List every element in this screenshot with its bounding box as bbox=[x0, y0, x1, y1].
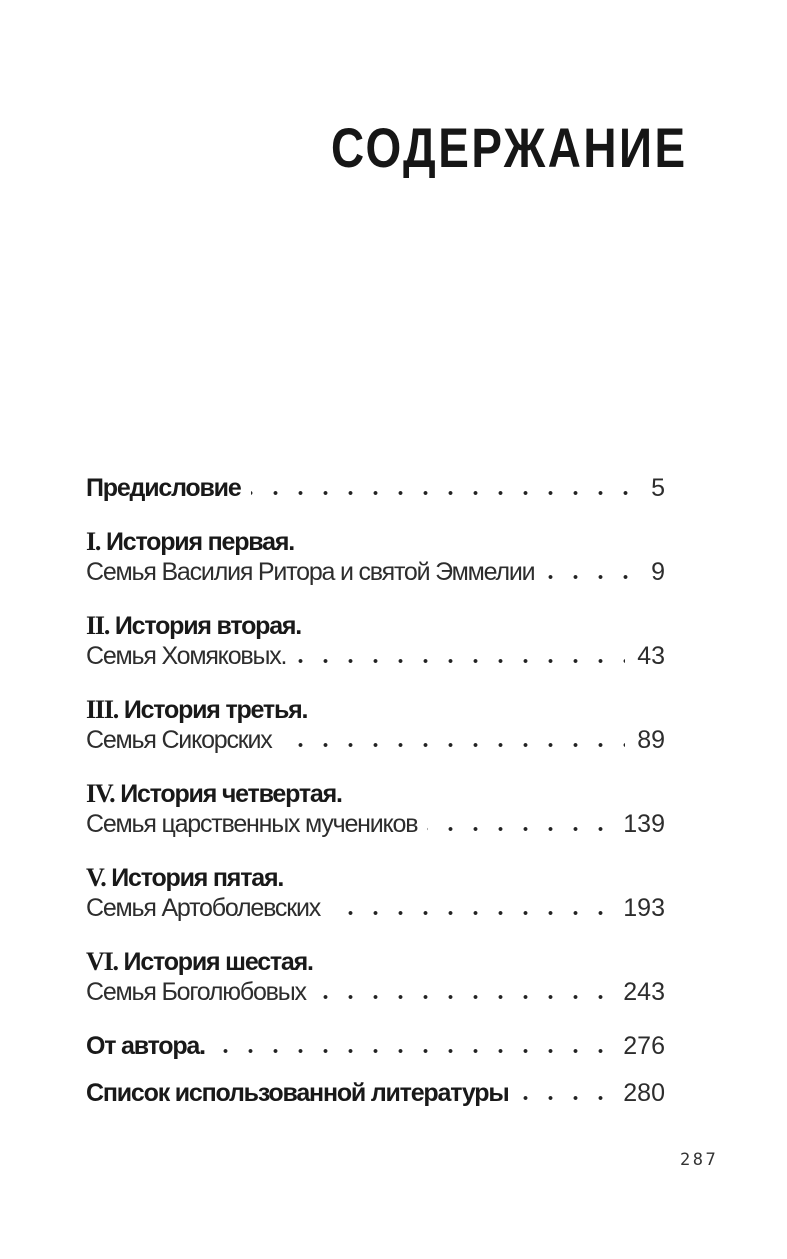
toc-entry-page-number: 9 bbox=[639, 557, 665, 587]
toc-entry-title: История третья. bbox=[123, 696, 308, 724]
toc-entry bbox=[86, 527, 665, 587]
toc-entry-numeral: VI. bbox=[86, 947, 118, 976]
toc-entry-title: История первая. bbox=[105, 528, 294, 556]
toc-entry-heading-line bbox=[86, 863, 665, 893]
toc-entry bbox=[86, 1031, 665, 1061]
toc-entry-subtitle: Семья царственных мучеников bbox=[86, 809, 427, 839]
toc-entry-title: История пятая. bbox=[111, 864, 284, 892]
toc-entry-page-number: 280 bbox=[611, 1078, 665, 1108]
toc-entry-title: История четвертая. bbox=[120, 780, 342, 808]
toc-entry bbox=[86, 473, 665, 503]
folio-page-number: 287 bbox=[680, 1150, 719, 1170]
toc-entry-heading-line bbox=[86, 1078, 665, 1108]
toc-entry-page-number: 243 bbox=[611, 977, 665, 1007]
toc-entry-numeral: I. bbox=[86, 527, 101, 556]
toc-entry bbox=[86, 611, 665, 671]
toc-entry-heading-line bbox=[86, 779, 665, 809]
toc-entry-heading bbox=[86, 473, 251, 503]
toc-entry-subtitle: Семья Сикорских bbox=[86, 725, 282, 755]
toc-entry-heading-line bbox=[86, 473, 665, 503]
toc-entry-heading bbox=[86, 695, 317, 725]
toc-entry bbox=[86, 1078, 665, 1108]
toc-entry bbox=[86, 779, 665, 839]
toc-entry-page-number: 5 bbox=[639, 473, 665, 503]
toc-entry-subtitle: Семья Боголюбовых bbox=[86, 977, 316, 1007]
toc-entry-heading bbox=[86, 527, 304, 557]
toc-entry-subtitle-line bbox=[86, 641, 665, 671]
toc-entry bbox=[86, 695, 665, 755]
toc-entry-subtitle-line bbox=[86, 557, 665, 587]
toc-entry-title: История шестая. bbox=[123, 948, 313, 976]
toc-entry-numeral: IV. bbox=[86, 779, 115, 808]
toc-entry-heading bbox=[86, 863, 293, 893]
toc-entry-numeral: II. bbox=[86, 611, 110, 640]
toc-entry-subtitle: Семья Хомяковых. bbox=[86, 641, 296, 671]
toc-entry-page-number: 89 bbox=[625, 725, 665, 755]
toc-entry-page-number: 139 bbox=[611, 809, 665, 839]
toc-entry-heading bbox=[86, 1078, 518, 1108]
toc-entry-subtitle: Семья Артоболевских bbox=[86, 893, 330, 923]
toc-entry-subtitle: Семья Василия Ритора и святой Эммелии bbox=[86, 557, 544, 587]
toc-entry-title: Предисловие bbox=[86, 474, 241, 502]
toc-entry-heading-line bbox=[86, 695, 665, 725]
toc-entry-heading-line bbox=[86, 611, 665, 641]
toc-entry-subtitle-line bbox=[86, 893, 665, 923]
toc-entry-heading-line bbox=[86, 527, 665, 557]
toc-entry-heading-line bbox=[86, 1031, 665, 1061]
toc-entry-title: От автора. bbox=[86, 1032, 205, 1060]
toc-entry-page-number: 193 bbox=[611, 893, 665, 923]
toc-entry-page-number: 276 bbox=[611, 1031, 665, 1061]
toc-entry bbox=[86, 947, 665, 1007]
toc-entry-subtitle-line bbox=[86, 809, 665, 839]
toc-entry-heading bbox=[86, 947, 323, 977]
toc-entry-page-number: 43 bbox=[625, 641, 665, 671]
toc-entry-title: Список использованной литературы bbox=[86, 1079, 509, 1107]
toc-entry-subtitle-line bbox=[86, 725, 665, 755]
toc-entry-heading bbox=[86, 611, 311, 641]
toc-entry-heading bbox=[86, 779, 352, 809]
page-title: СОДЕРЖАНИЕ bbox=[331, 115, 688, 179]
toc-entry-title: История вторая. bbox=[114, 612, 302, 640]
toc-entry-heading bbox=[86, 1031, 215, 1061]
toc-entry-numeral: V. bbox=[86, 863, 106, 892]
toc-entry bbox=[86, 863, 665, 923]
toc-entry-numeral: III. bbox=[86, 695, 119, 724]
toc-entry-heading-line bbox=[86, 947, 665, 977]
toc-entry-subtitle-line bbox=[86, 977, 665, 1007]
toc-list bbox=[86, 473, 665, 1108]
